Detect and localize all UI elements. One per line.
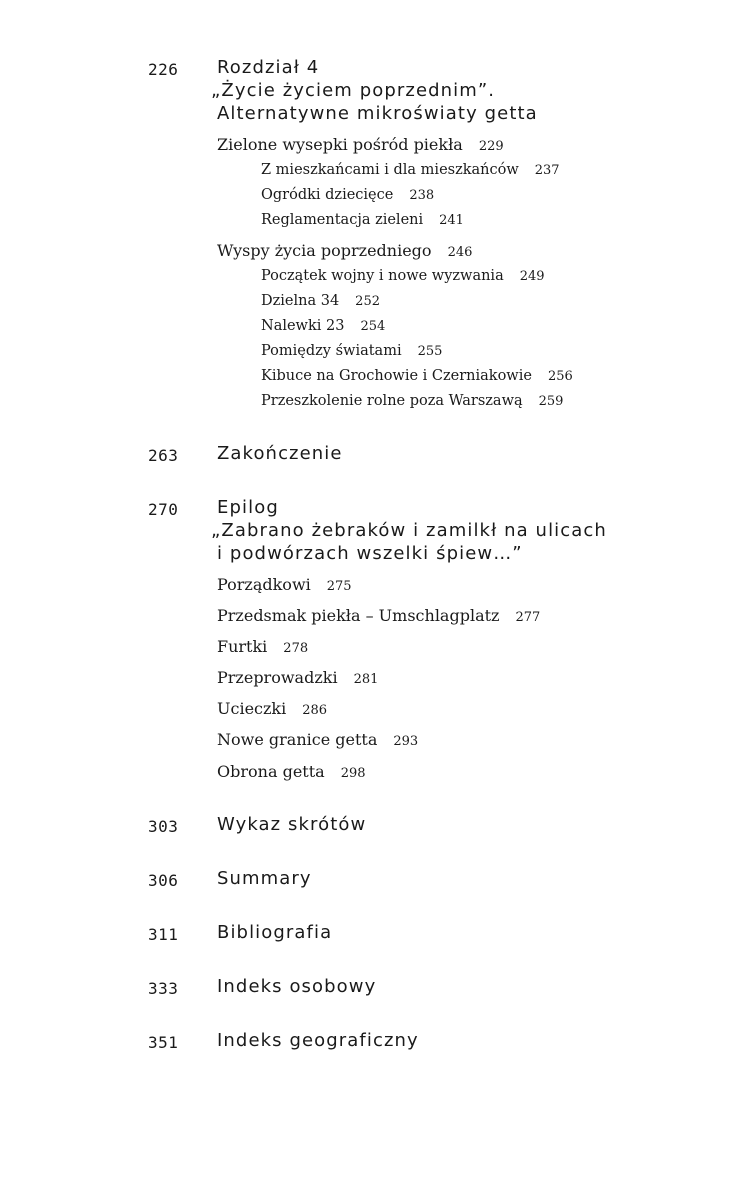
subsection-page-number: 259 bbox=[538, 394, 564, 409]
section-page-number: 281 bbox=[353, 672, 379, 687]
toc-section bbox=[217, 762, 366, 781]
toc-subsection bbox=[261, 293, 380, 309]
toc-subsection bbox=[261, 212, 464, 228]
section-label: Furtki bbox=[217, 637, 268, 656]
epilog-page-number: 270 bbox=[148, 500, 179, 519]
section-label: Zielone wysepki pośród piekła bbox=[217, 135, 463, 154]
subsection-page-number: 238 bbox=[409, 188, 435, 203]
section-label: Nowe granice getta bbox=[217, 730, 378, 749]
back-matter-title: Wykaz skrótów bbox=[217, 814, 367, 835]
section-page-number: 298 bbox=[340, 766, 366, 781]
toc-section bbox=[217, 241, 472, 260]
toc-subsection bbox=[261, 343, 442, 359]
toc-section bbox=[217, 575, 352, 594]
toc-section bbox=[217, 135, 504, 154]
section-page-number: 278 bbox=[283, 641, 309, 656]
toc-subsection bbox=[261, 393, 563, 409]
subsection-page-number: 255 bbox=[417, 344, 443, 359]
section-page-number: 246 bbox=[447, 245, 473, 260]
epilog-title: Epilog bbox=[217, 497, 279, 518]
back-matter-page-number: 333 bbox=[148, 979, 179, 998]
toc-section bbox=[217, 606, 540, 625]
section-label: Wyspy życia poprzedniego bbox=[217, 241, 432, 260]
toc-subsection bbox=[261, 368, 573, 384]
toc-subsection bbox=[261, 187, 434, 203]
chapter-4-subtitle-line-1: „Życie życiem poprzednim”. bbox=[211, 80, 496, 101]
back-matter-title: Indeks geograficzny bbox=[217, 1030, 419, 1051]
back-matter-page-number: 306 bbox=[148, 871, 179, 890]
subsection-page-number: 237 bbox=[534, 163, 560, 178]
section-page-number: 229 bbox=[478, 139, 504, 154]
section-page-number: 277 bbox=[515, 610, 541, 625]
back-matter-title: Bibliografia bbox=[217, 922, 333, 943]
subsection-page-number: 249 bbox=[519, 269, 545, 284]
ending-title: Zakończenie bbox=[217, 443, 343, 464]
toc-section bbox=[217, 637, 308, 656]
subsection-label: Początek wojny i nowe wyzwania bbox=[261, 268, 504, 284]
toc-section bbox=[217, 668, 378, 687]
ending-page-number: 263 bbox=[148, 446, 179, 465]
epilog-subtitle-line-1: „Zabrano żebraków i zamilkł na ulicach bbox=[211, 520, 607, 541]
subsection-label: Nalewki 23 bbox=[261, 318, 345, 334]
subsection-label: Kibuce na Grochowie i Czerniakowie bbox=[261, 368, 532, 384]
back-matter-title: Indeks osobowy bbox=[217, 976, 377, 997]
epilog-subtitle-line-2: i podwórzach wszelki śpiew…” bbox=[217, 543, 523, 564]
subsection-page-number: 252 bbox=[355, 294, 380, 309]
subsection-label: Dzielna 34 bbox=[261, 293, 340, 309]
chapter-4-page-number: 226 bbox=[148, 60, 179, 79]
section-label: Przeprowadzki bbox=[217, 668, 338, 687]
section-label: Porządkowi bbox=[217, 575, 311, 594]
subsection-label: Przeszkolenie rolne poza Warszawą bbox=[261, 393, 523, 409]
subsection-label: Ogródki dziecięce bbox=[261, 187, 394, 203]
toc-section bbox=[217, 730, 418, 749]
subsection-page-number: 254 bbox=[360, 319, 386, 334]
back-matter-page-number: 303 bbox=[148, 817, 179, 836]
toc-subsection bbox=[261, 318, 385, 334]
chapter-4-subtitle-line-2: Alternatywne mikroświaty getta bbox=[217, 103, 538, 124]
back-matter-title: Summary bbox=[217, 868, 312, 889]
toc-subsection bbox=[261, 162, 560, 178]
toc-section bbox=[217, 699, 327, 718]
section-label: Ucieczki bbox=[217, 699, 287, 718]
chapter-4-title: Rozdział 4 bbox=[217, 57, 320, 78]
section-page-number: 275 bbox=[326, 579, 352, 594]
back-matter-page-number: 351 bbox=[148, 1033, 179, 1052]
section-label: Przedsmak piekła – Umschlagplatz bbox=[217, 606, 500, 625]
section-page-number: 286 bbox=[302, 703, 328, 718]
subsection-page-number: 256 bbox=[547, 369, 573, 384]
section-label: Obrona getta bbox=[217, 762, 325, 781]
subsection-label: Z mieszkańcami i dla mieszkańców bbox=[261, 162, 519, 178]
section-page-number: 293 bbox=[393, 734, 419, 749]
toc-subsection bbox=[261, 268, 545, 284]
subsection-label: Reglamentacja zieleni bbox=[261, 212, 424, 228]
subsection-page-number: 241 bbox=[439, 213, 464, 228]
subsection-label: Pomiędzy światami bbox=[261, 343, 402, 359]
back-matter-page-number: 311 bbox=[148, 925, 179, 944]
